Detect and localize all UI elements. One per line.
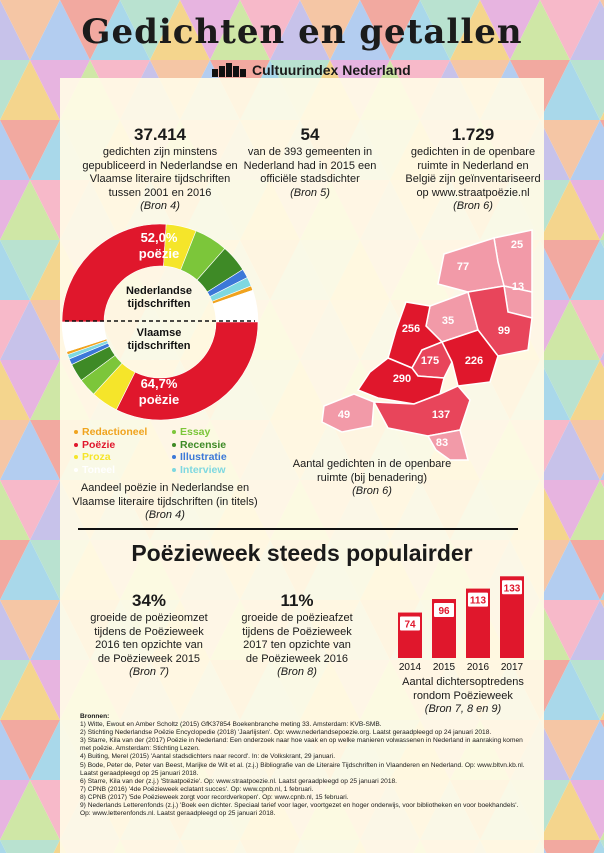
legend-label: Redactioneel <box>82 426 148 438</box>
legend-label: Interview <box>180 463 226 476</box>
stat-number: 37.414 <box>134 125 186 144</box>
map-value: 256 <box>401 323 421 335</box>
page-title: Gedichten en getallen <box>81 12 523 52</box>
stat-line: tijdens de Poëzieweek <box>242 625 352 638</box>
sources-list <box>80 713 530 818</box>
caption-line: Aandeel poëzie in Nederlandse en <box>80 482 250 494</box>
caption-line: ruimte (bij benadering) <box>316 471 428 484</box>
stat-line: 2016 ten opzichte van <box>95 639 203 651</box>
source-item: 2) Stichting Nederlandse Poëzie Encyclopedie (2018) 'Jaarlijsten'. Op: www.nederlandsepoezie.org. Laatst geraadpleegd op 24 januari 2018. <box>80 729 492 737</box>
stat-line: Vlaamse literaire tijdschriften <box>89 173 231 185</box>
sources-heading: Bronnen: <box>80 713 110 720</box>
legend-dot <box>74 455 78 459</box>
legend-item <box>74 439 147 452</box>
map-value: 137 <box>431 409 451 421</box>
caption-source: (Bron 7, 8 en 9) <box>424 703 502 715</box>
brand-logo <box>212 62 411 78</box>
stat-number: 54 <box>300 125 320 144</box>
stat-line: tijdens de Poëzieweek <box>94 625 204 638</box>
donut-top-percent: 52,0% <box>140 230 178 245</box>
stat-line: officiële stadsdichter <box>260 173 360 185</box>
section-title: Poëzieweek steeds populairder <box>131 540 473 566</box>
stat-source: (Bron 4) <box>140 200 180 212</box>
source-item: 9) Nederlands Letterenfonds (z.j.) 'Boek een dichter. Speciaal tarief voor lager, voortgezet en hoger onderwijs, voor bibliotheken en voor boekhandels'. Op: www.letterenfonds.nl. Laatst geraadpleegd op 25 januari 2018. <box>80 802 519 818</box>
map-value: 35 <box>441 315 455 327</box>
legend-item <box>172 464 227 477</box>
stat-line: groeide de poëzieafzet <box>241 612 353 624</box>
brand-name: Cultuurindex Nederland <box>252 62 411 78</box>
map-value: 99 <box>497 325 511 337</box>
bar-category-label: 2016 <box>466 662 490 673</box>
section-divider <box>78 528 518 530</box>
legend-dot <box>172 455 176 459</box>
donut-bottom-percent: 64,7% <box>140 376 178 391</box>
bar-category-label: 2015 <box>432 662 456 673</box>
bar-category-label: 2017 <box>500 662 524 673</box>
stat-line: groeide de poëzieomzet <box>90 612 208 624</box>
donut-caption <box>70 482 260 523</box>
donut-nl-label: tijdschriften <box>127 298 191 310</box>
stat-number: 11% <box>280 591 314 610</box>
stat-source: (Bron 7) <box>129 666 169 678</box>
map-value: 49 <box>337 409 351 421</box>
source-item: 4) Buiting, Merel (2015) 'Aantal stadsdichters naar record'. In: de Volkskrant, 29 januari. <box>80 753 336 761</box>
legend-item <box>74 464 147 477</box>
stat-poems-published <box>80 124 240 214</box>
stat-line: de Poëzieweek 2016 <box>245 652 349 665</box>
stat-source: (Bron 6) <box>453 200 493 212</box>
bar-value-label: 113 <box>469 595 487 607</box>
map-value: 226 <box>464 355 484 367</box>
legend-label: Poëzie <box>82 438 116 451</box>
bar-value-label: 74 <box>404 619 416 631</box>
stat-line: 2017 ten opzichte van <box>243 639 351 651</box>
map-region <box>438 238 504 292</box>
map-value: 13 <box>511 281 525 293</box>
background-triangle <box>0 840 60 853</box>
stat-line: gedichten in de openbare <box>410 146 536 158</box>
stat-line: tussen 2001 en 2016 <box>108 186 212 199</box>
caption-line: Aantal gedichten in de openbare <box>292 458 452 470</box>
map-caption <box>282 458 462 499</box>
donut-vl-label: Vlaamse <box>136 327 182 339</box>
legend-label: Toneel <box>82 463 116 476</box>
legend-item <box>172 439 227 452</box>
stat-source: (Bron 8) <box>277 666 317 678</box>
stat-sales-growth <box>232 590 362 680</box>
source-item: 8) CPNB (2017) '5de Poëzieweek zorgt voor recordverkopen'. Op: www.cpnb.nl, 15 februari. <box>80 793 349 801</box>
performances-bar-chart <box>392 562 542 674</box>
source-item: 6) Starre, Kila van der (z.j.) 'Straatpoëzie'. Op: www.straatpoezie.nl. Laatst geraadpleegd op 25 januari 2018. <box>80 777 397 785</box>
bar-category-label: 2014 <box>398 662 422 673</box>
source-item: 5) Bode, Peter de, Peter van Beest, Marijke de Wit et al. (z.j.) Bibliografie van de Literaire Tijdschriften in Vlaanderen en Nederland. Op: www.bltvn.kb.nl. Laatst geraadpleegd op 25 januari 2018. <box>80 761 525 777</box>
legend-item <box>172 451 227 464</box>
bar-logo-icon <box>212 63 246 77</box>
donut-vl-label: tijdschriften <box>127 340 191 352</box>
legend-dot <box>74 443 78 447</box>
stat-city-poets <box>240 124 380 200</box>
donut-legend-left <box>74 426 147 476</box>
legend-dot <box>74 468 78 472</box>
legend-dot <box>172 443 176 447</box>
stat-line: gedichten zijn minstens <box>102 146 218 158</box>
caption-line: Vlaamse literaire tijdschriften (in titels) <box>72 495 258 508</box>
legend-item <box>172 426 227 439</box>
legend-dot <box>172 468 176 472</box>
stat-source: (Bron 5) <box>290 186 330 199</box>
map-value: 83 <box>435 437 449 449</box>
legend-dot <box>74 430 78 434</box>
legend-label: Essay <box>180 426 211 438</box>
legend-label: Recensie <box>180 438 227 451</box>
source-item: 3) Starre, Kila van der (2017) Poëzie in Nederland: Een onderzoek naar hoe vaak en op welke manieren volwassenen in Nederland in aanraking komen met poëzie. Amsterdam: Stichting Lezen. <box>80 737 523 753</box>
stat-line: ruimte in Nederland en <box>417 159 529 172</box>
donut-bottom-word: poëzie <box>138 392 180 407</box>
poetry-share-donut-chart <box>60 222 260 422</box>
stat-line: op www.straatpoëzie.nl <box>416 186 530 199</box>
caption-line: rondom Poëzieweek <box>413 689 513 702</box>
map-value: 77 <box>456 261 470 273</box>
netherlands-map <box>318 222 558 462</box>
source-item: 1) Witte, Ewout en Amber Scholtz (2015) GfK37854 Boekenbranche meting 33. Amsterdam: KVB-SMB. <box>80 721 382 729</box>
legend-label: Proza <box>82 451 111 463</box>
stat-revenue-growth <box>84 590 214 680</box>
stat-line: van de 393 gemeenten in <box>247 146 373 158</box>
legend-dot <box>172 430 176 434</box>
bar-value-label: 96 <box>438 606 450 618</box>
donut-legend-right <box>172 426 227 476</box>
stat-line: België zijn geïnventariseerd <box>405 173 541 185</box>
map-value: 175 <box>420 355 440 367</box>
map-value: 290 <box>392 373 412 385</box>
stat-number: 34% <box>131 591 167 610</box>
stat-line: Nederland had in 2015 een <box>243 159 377 172</box>
bar-value-label: 133 <box>503 583 521 595</box>
stat-number: 1.729 <box>451 125 495 144</box>
source-item: 7) CPNB (2016) '4de Poëzieweek eclatant succes'. Op: www.cpnb.nl, 1 februari. <box>80 785 314 793</box>
stat-line: gepubliceerd in Nederlandse en <box>82 159 238 172</box>
legend-item <box>74 451 147 464</box>
stat-street-poems <box>398 124 548 214</box>
caption-source: (Bron 6) <box>352 485 392 497</box>
background-triangle <box>540 840 600 853</box>
legend-label: Illustratie <box>180 451 227 463</box>
stat-line: de Poëzieweek 2015 <box>97 652 201 665</box>
map-value: 25 <box>510 239 524 251</box>
donut-top-word: poëzie <box>138 246 180 261</box>
bar-caption <box>388 676 538 717</box>
donut-nl-label: Nederlandse <box>125 285 193 297</box>
legend-item <box>74 426 147 439</box>
caption-line: Aantal dichtersoptredens <box>402 676 524 688</box>
caption-source: (Bron 4) <box>145 509 185 521</box>
